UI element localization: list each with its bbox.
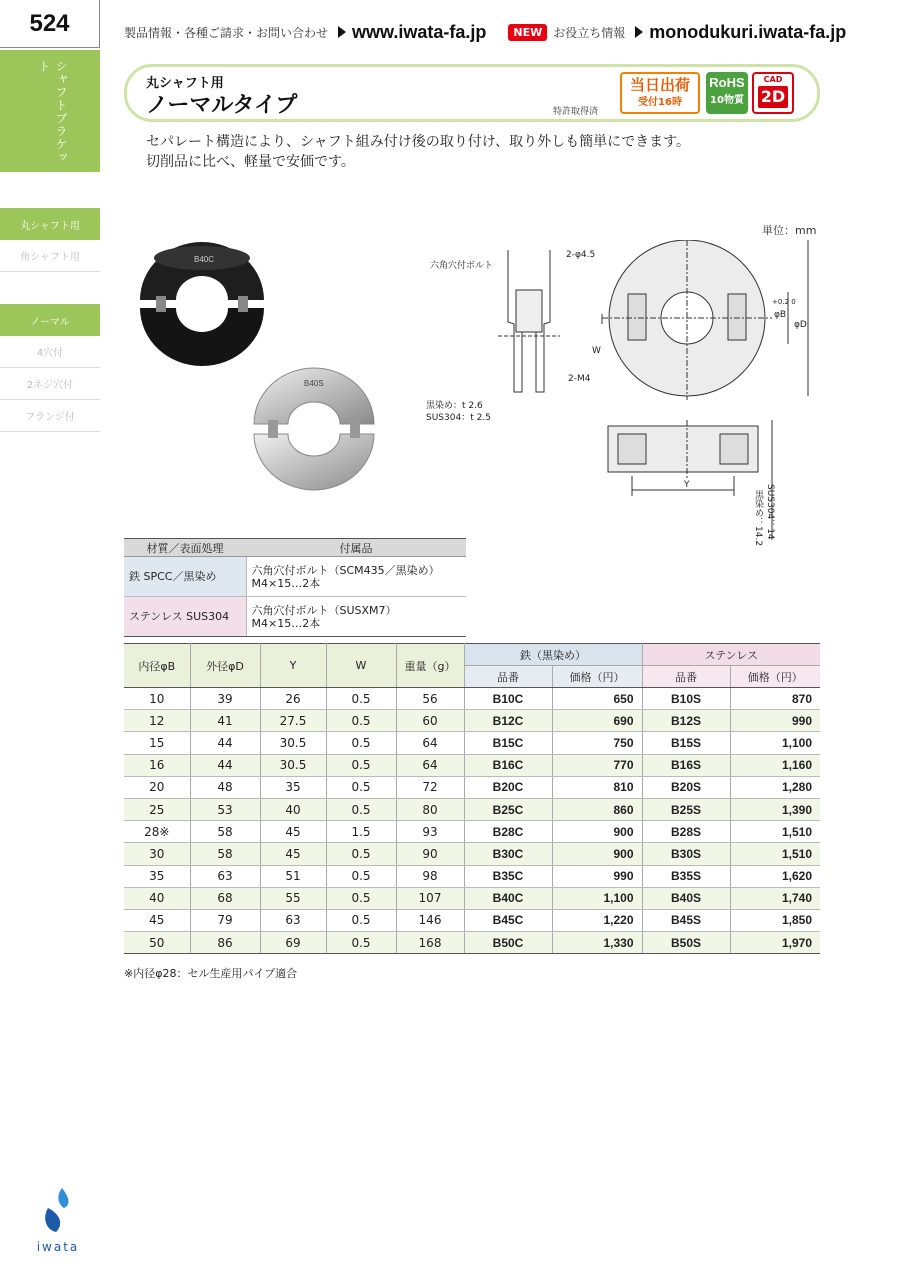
table-cell: 1,330 (552, 932, 642, 954)
page-number: 524 (0, 0, 100, 48)
table-cell: 40 (260, 798, 326, 820)
table-cell: B20S (642, 776, 730, 798)
new-badge: NEW (508, 24, 547, 41)
table-cell: 146 (396, 909, 464, 931)
table-cell: 1,970 (730, 932, 820, 954)
table-cell: 35 (124, 865, 190, 887)
table-cell: B50S (642, 932, 730, 954)
iron-price-header: 価格（円） (552, 666, 642, 688)
outer-diameter-header: 外径φD (190, 644, 260, 688)
d-dim-label: φD (794, 320, 807, 330)
table-cell: 98 (396, 865, 464, 887)
table-cell: 0.5 (326, 887, 396, 909)
table-cell: 860 (552, 798, 642, 820)
table-cell: 1,390 (730, 798, 820, 820)
hole-label: 2-φ4.5 (566, 250, 596, 260)
table-cell: 107 (396, 887, 464, 909)
table-cell: B28C (464, 821, 552, 843)
table-cell: 1,280 (730, 776, 820, 798)
table-cell: 51 (260, 865, 326, 887)
inquiry-text: 製品情報・各種ご請求・お問い合わせ (124, 25, 329, 40)
material-header: 材質／表面処理 (124, 539, 246, 557)
width-sus-label: SUS304：14 (765, 484, 775, 540)
accessory-header: 付属品 (246, 539, 466, 557)
table-cell: 0.5 (326, 932, 396, 954)
table-cell: 63 (190, 865, 260, 887)
table-cell: 168 (396, 932, 464, 954)
product-description: セパレート構造により、シャフト組み付け後の取り付け、取り外しも簡単にできます。 切削品に比べ、軽量で安価です。 (146, 134, 691, 170)
info-url-link[interactable]: monodukuri.iwata-fa.jp (649, 21, 847, 42)
sidebar-item-round-shaft[interactable]: 丸シャフト用 (0, 208, 100, 240)
table-cell: 50 (124, 932, 190, 954)
spec-table-body (124, 688, 820, 954)
table-row (124, 865, 820, 887)
table-cell: 90 (396, 843, 464, 865)
tap-label: 2-M4 (568, 374, 591, 384)
table-cell: 20 (124, 776, 190, 798)
footnote: ※内径φ28：セル生産用パイプ適合 (124, 967, 298, 980)
table-cell: 45 (260, 821, 326, 843)
table-cell: 28※ (124, 821, 190, 843)
silver-photo-label: B40S (304, 379, 324, 388)
table-cell: 41 (190, 710, 260, 732)
arrow-right-icon (338, 26, 346, 38)
b-tolerance-label: +0.2 0 (772, 298, 796, 306)
table-cell: 0.5 (326, 843, 396, 865)
table-cell: 810 (552, 776, 642, 798)
table-cell: 1,620 (730, 865, 820, 887)
table-cell: 1,100 (552, 887, 642, 909)
table-cell: B16C (464, 754, 552, 776)
table-row (124, 932, 820, 954)
table-cell: B35C (464, 865, 552, 887)
table-cell: 690 (552, 710, 642, 732)
table-cell: 39 (190, 688, 260, 710)
table-cell: 750 (552, 732, 642, 754)
table-cell: B35S (642, 865, 730, 887)
patent-note: 特許取得済 (553, 107, 599, 117)
table-cell: 40 (124, 887, 190, 909)
stainless-code-header: 品番 (642, 666, 730, 688)
table-cell: B30C (464, 843, 552, 865)
table-cell: 60 (396, 710, 464, 732)
table-cell: 870 (730, 688, 820, 710)
stainless-price-header: 価格（円） (730, 666, 820, 688)
table-cell: 1,740 (730, 887, 820, 909)
table-cell: 900 (552, 821, 642, 843)
table-cell: 27.5 (260, 710, 326, 732)
water-drop-logo-icon (38, 1186, 78, 1234)
table-cell: 25 (124, 798, 190, 820)
table-cell: 1.5 (326, 821, 396, 843)
sidebar-item-4holes[interactable]: 4穴付 (0, 336, 100, 368)
table-cell: B45C (464, 909, 552, 931)
material-table (124, 538, 466, 637)
table-row (124, 732, 820, 754)
thickness-sus-label: SUS304：t 2.5 (426, 413, 491, 423)
table-row (124, 887, 820, 909)
table-cell: 0.5 (326, 909, 396, 931)
table-cell: B15C (464, 732, 552, 754)
b-dim-label: φB (774, 310, 787, 320)
table-cell: B50C (464, 932, 552, 954)
table-cell: 58 (190, 843, 260, 865)
table-cell: 15 (124, 732, 190, 754)
header-links (124, 20, 846, 44)
unit-label: 単位：mm (762, 224, 817, 237)
w-header: W (326, 644, 396, 688)
table-cell: B15S (642, 732, 730, 754)
sidebar-category-label: シャフトブラケット (37, 60, 68, 164)
table-cell: 79 (190, 909, 260, 931)
table-cell: B16S (642, 754, 730, 776)
sidebar-item-square-shaft[interactable]: 角シャフト用 (0, 240, 100, 272)
table-cell: 93 (396, 821, 464, 843)
iron-header: 鉄（黒染め） (464, 644, 642, 666)
arrow-right-icon (635, 26, 643, 38)
rohs-badge: RoHS 10物質 (706, 72, 748, 114)
table-cell: 56 (396, 688, 464, 710)
table-cell: B40S (642, 887, 730, 909)
table-cell: 53 (190, 798, 260, 820)
inner-diameter-header: 内径φB (124, 644, 190, 688)
table-row (124, 909, 820, 931)
table-cell: 0.5 (326, 732, 396, 754)
table-cell: 30.5 (260, 732, 326, 754)
iron-code-header: 品番 (464, 666, 552, 688)
width-black-label: 黒染め：14.2 (753, 490, 763, 547)
table-cell: 64 (396, 732, 464, 754)
table-cell: 26 (260, 688, 326, 710)
table-cell: B25C (464, 798, 552, 820)
table-cell: 45 (260, 843, 326, 865)
table-cell: B28S (642, 821, 730, 843)
table-cell: B20C (464, 776, 552, 798)
table-cell: 990 (730, 710, 820, 732)
table-cell: B10C (464, 688, 552, 710)
table-cell: 1,160 (730, 754, 820, 776)
table-cell: 44 (190, 754, 260, 776)
table-cell: 1,220 (552, 909, 642, 931)
table-cell: 0.5 (326, 798, 396, 820)
spec-table (124, 643, 820, 954)
table-cell: 64 (396, 754, 464, 776)
bolt-label: 六角穴付ボルト (430, 261, 494, 271)
table-cell: 0.5 (326, 710, 396, 732)
table-cell: 86 (190, 932, 260, 954)
same-day-shipping-badge: 当日出荷 受付16時 (620, 72, 700, 114)
table-cell: 650 (552, 688, 642, 710)
table-cell: 69 (260, 932, 326, 954)
table-cell: 0.5 (326, 688, 396, 710)
table-cell: 68 (190, 887, 260, 909)
silver-bracket-photo (246, 364, 382, 494)
y-dim-label: Y (684, 480, 690, 490)
table-cell: 35 (260, 776, 326, 798)
table-cell: 48 (190, 776, 260, 798)
table-row (124, 776, 820, 798)
black-bracket-photo (132, 238, 272, 370)
sidebar-item-normal[interactable]: ノーマル (0, 304, 100, 336)
table-cell: 0.5 (326, 776, 396, 798)
table-cell: 900 (552, 843, 642, 865)
table-cell: 30.5 (260, 754, 326, 776)
title-subtitle: 丸シャフト用 (146, 76, 224, 91)
table-cell: 72 (396, 776, 464, 798)
table-cell: B25S (642, 798, 730, 820)
table-cell: B30S (642, 843, 730, 865)
table-row (124, 754, 820, 776)
table-cell: B40C (464, 887, 552, 909)
table-row (124, 688, 820, 710)
table-cell: B12C (464, 710, 552, 732)
table-cell: 44 (190, 732, 260, 754)
info-text: お役立ち情報 (553, 25, 626, 40)
table-row (124, 821, 820, 843)
material-row-stainless: ステンレス SUS304 六角穴付ボルト（SUSXM7） M4×15…2本 (124, 597, 466, 637)
table-cell: 10 (124, 688, 190, 710)
table-cell: B10S (642, 688, 730, 710)
table-cell: 16 (124, 754, 190, 776)
table-cell: 80 (396, 798, 464, 820)
material-row-iron: 鉄 SPCC／黒染め 六角穴付ボルト（SCM435／黒染め） M4×15…2本 (124, 557, 466, 597)
black-photo-label: B40C (194, 255, 215, 264)
table-cell: B12S (642, 710, 730, 732)
table-cell: 1,510 (730, 821, 820, 843)
table-cell: 1,100 (730, 732, 820, 754)
table-cell: 770 (552, 754, 642, 776)
iwata-logo: iwata (30, 1186, 86, 1254)
table-cell: 12 (124, 710, 190, 732)
table-row (124, 798, 820, 820)
table-cell: 0.5 (326, 865, 396, 887)
sidebar-item-flange[interactable]: フランジ付 (0, 400, 100, 432)
table-cell: 45 (124, 909, 190, 931)
table-cell: 990 (552, 865, 642, 887)
y-header: Y (260, 644, 326, 688)
site-url-link[interactable]: www.iwata-fa.jp (352, 21, 487, 42)
table-cell: 1,850 (730, 909, 820, 931)
table-cell: 58 (190, 821, 260, 843)
cad-2d-badge: CAD 2D (752, 72, 794, 114)
stainless-header: ステンレス (642, 644, 820, 666)
w-dim-label: W (592, 346, 601, 356)
page-title: ノーマルタイプ (146, 93, 298, 118)
table-cell: 55 (260, 887, 326, 909)
sidebar-item-2screw[interactable]: 2ネジ穴付 (0, 368, 100, 400)
weight-header: 重量（g） (396, 644, 464, 688)
table-cell: B45S (642, 909, 730, 931)
table-row (124, 710, 820, 732)
sidebar-category[interactable] (0, 50, 100, 172)
thickness-black-label: 黒染め：t 2.6 (426, 401, 483, 411)
table-cell: 63 (260, 909, 326, 931)
table-cell: 0.5 (326, 754, 396, 776)
table-cell: 30 (124, 843, 190, 865)
table-row (124, 843, 820, 865)
table-cell: 1,510 (730, 843, 820, 865)
